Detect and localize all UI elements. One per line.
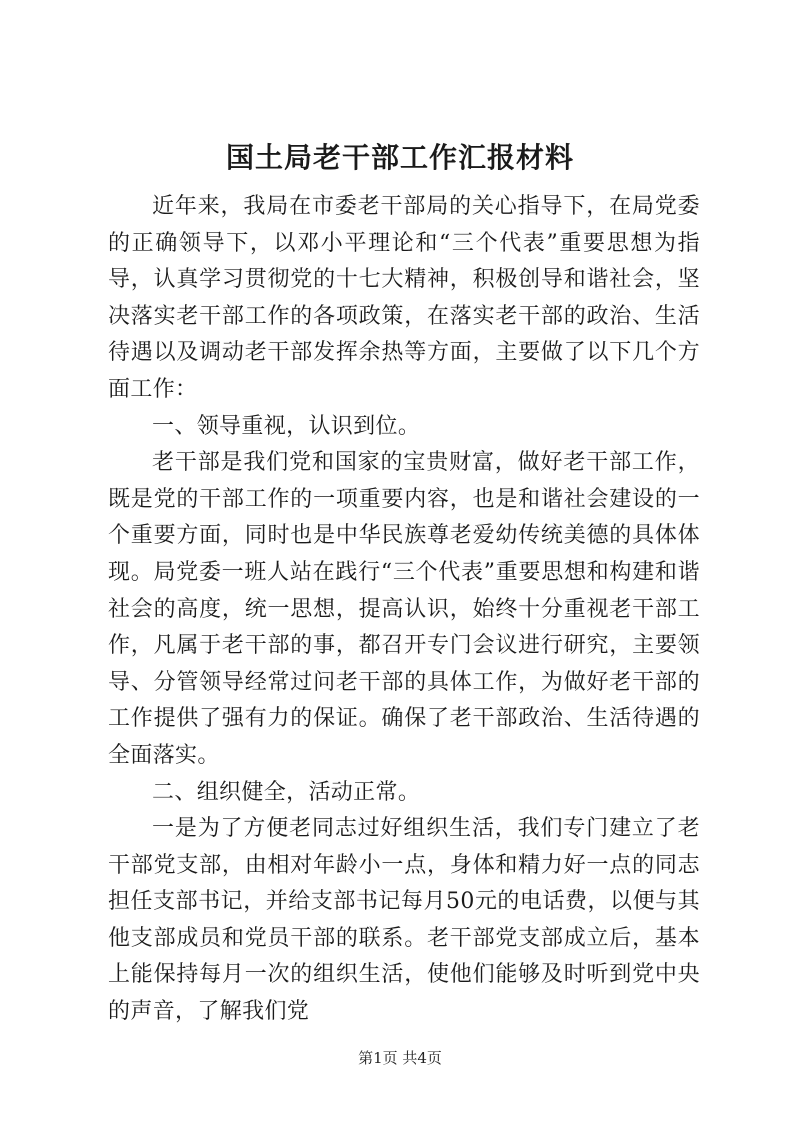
section-heading-1: 一、领导重视，认识到位。 [152,413,421,439]
paragraph-section-2: 一是为了方便老同志过好组织生活，我们专门建立了老干部党支部，由相对年龄小一点，身体和精力好一点的同志担任支部书记，并给支部书记每月50元的电话费，以便与其他支部成员和党员干部的联系。老干部党支部成立后，基本上能保持每月一次的组织生活，使他们能够及时听到党中央的声音，了解我们党 [108,816,700,1025]
page-number-footer: 第1页 共4页 [358,1049,442,1067]
section-heading-2: 二、组织健全，活动正常。 [152,779,421,805]
paragraph-section-1: 老干部是我们党和国家的宝贵财富，做好老干部工作，既是党的干部工作的一项重要内容，也是和谐社会建设的一个重要方面，同时也是中华民族尊老爱幼传统美德的具体体现。局党委一班人站在践行“三个代表”重要思想和构建和谐社会的高度，统一思想，提高认识，始终十分重视老干部工作，凡属于老干部的事，都召开专门会议进行研究，主要领导、分管领导经常过问老干部的具体工作，为做好老干部的工作提供了强有力的保证。确保了老干部政治、生活待遇的全面落实。 [108,450,700,768]
document-body [108,189,700,1031]
paragraph-intro: 近年来，我局在市委老干部局的关心指导下，在局党委的正确领导下，以邓小平理论和“三个代表”重要思想为指导，认真学习贯彻党的十七大精神，积极创导和谐社会，坚决落实老干部工作的各项政策，在落实老干部的政治、生活待遇以及调动老干部发挥余热等方面，主要做了以下几个方面工作： [108,194,700,402]
document-title: 国土局老干部工作汇报材料 [225,141,574,174]
